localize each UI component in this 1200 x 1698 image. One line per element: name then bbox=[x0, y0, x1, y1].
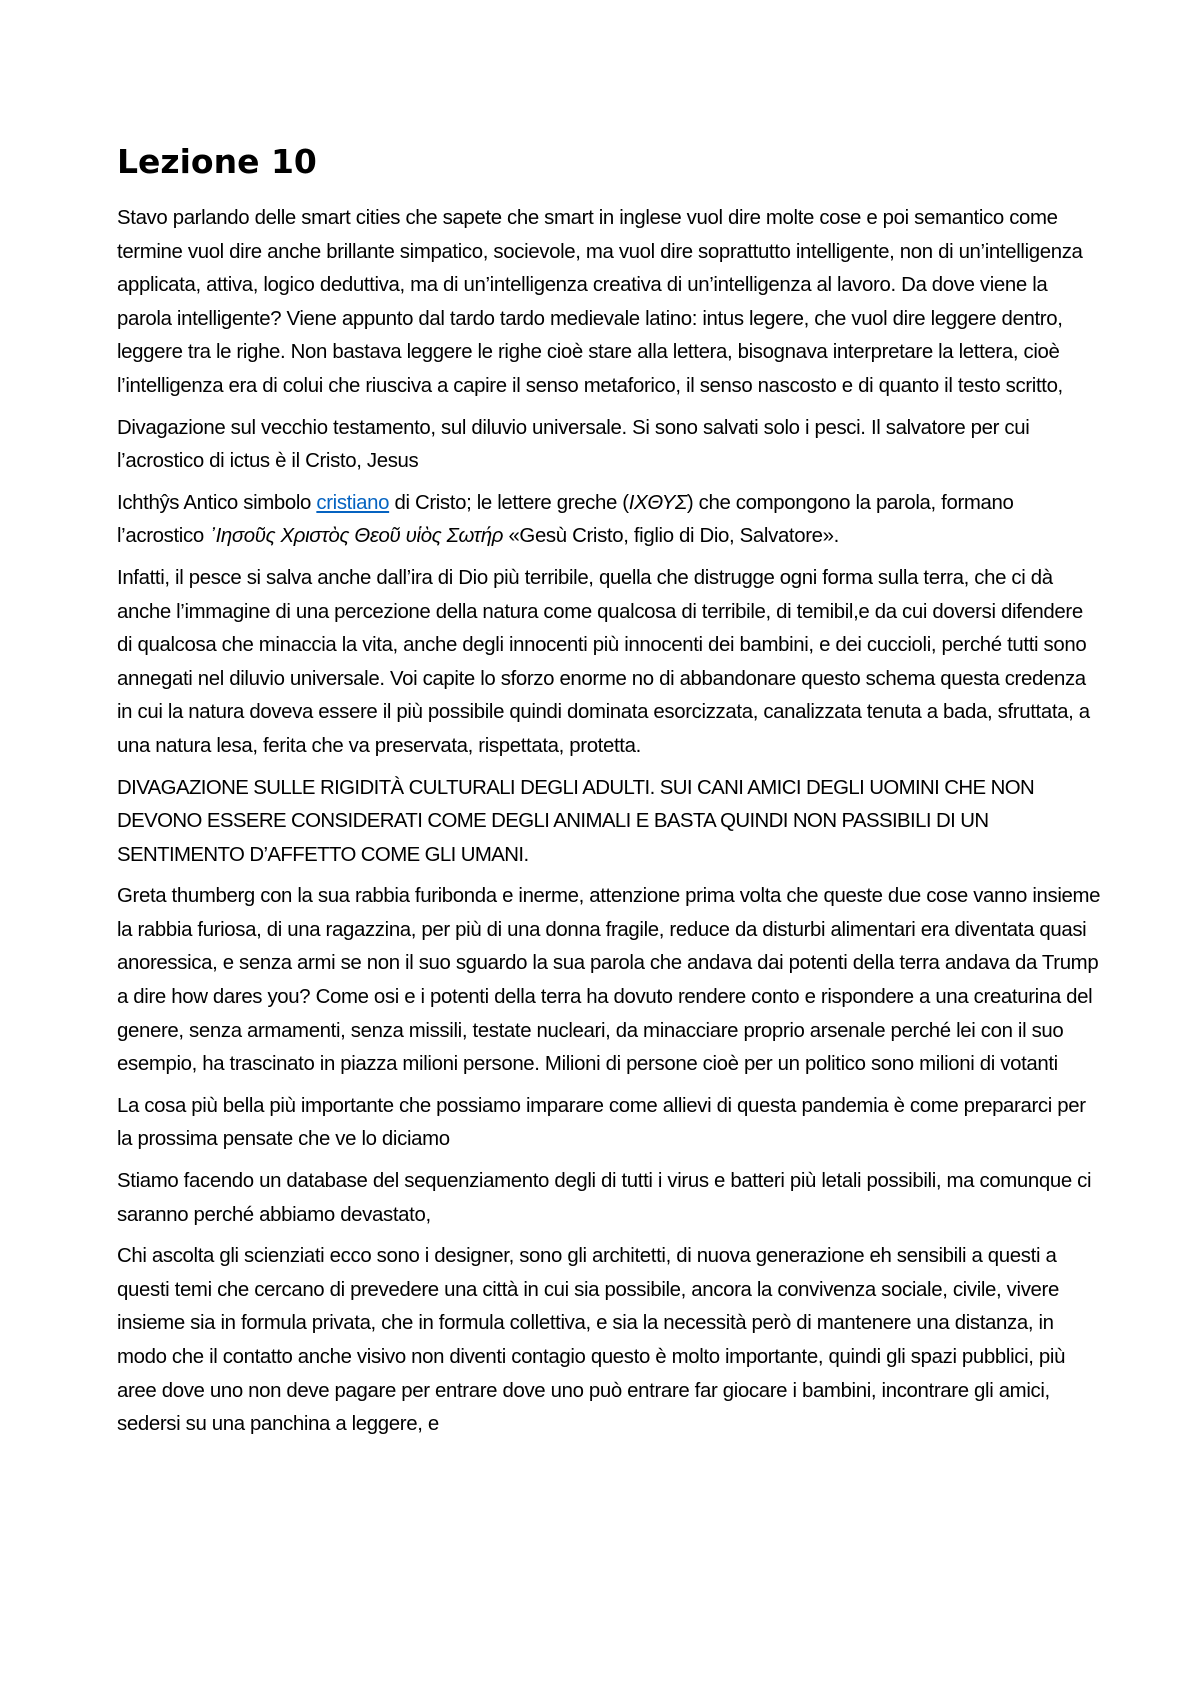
paragraph-database-virus: Stiamo facendo un database del sequenziamento degli di tutti i virus e batteri più letali possibili, ma comunque ci saranno perché abbiamo devastato, bbox=[117, 1170, 1092, 1226]
document-title: Lezione 10 bbox=[117, 142, 317, 181]
paragraph-divagazione-adulti: DIVAGAZIONE SULLE RIGIDITÀ CULTURALI DEGLI ADULTI. SUI CANI AMICI DEGLI UOMINI CHE NON DEVONO ESSERE CONSIDERATI COME DEGLI ANIMALI E BASTA QUINDI NON PASSIBILI DI UN SENTIMENTO D’AFFETTO COME GLI UMANI. bbox=[117, 776, 1035, 866]
paragraph-smart-cities: Stavo parlando delle smart cities che sapete che smart in inglese vuol dire molte cose e poi semantico come termine vuol dire anche brillante simpatico, socievole, ma vuol dire soprattutto intelligente, non di un’intelligenza applicata, attiva, logico deduttiva, ma di un’intelligenza creativa di un’intelligenza al lavoro. Da dove viene la parola intelligente? Viene appunto dal tardo tardo medievale latino: intus legere, che vuol dire leggere dentro, leggere tra le righe. Non bastava leggere le righe cioè stare alla lettera, bisognava interpretare la lettera, cioè l’intelligenza era di colui che riusciva a capire il senso metaforico, il senso nascosto e di quanto il testo scritto, bbox=[117, 207, 1083, 397]
paragraph-pandemia: La cosa più bella più importante che possiamo imparare come allievi di questa pandemia è come prepararci per la prossima pensate che ve lo diciamo bbox=[117, 1094, 1086, 1151]
cristiano-link[interactable]: cristiano bbox=[316, 491, 390, 514]
ichthys-middle-text: di Cristo; le lettere greche ( bbox=[389, 491, 629, 514]
greek-letters: ΙΧΘΥΣ bbox=[628, 491, 687, 514]
document-body bbox=[117, 202, 1102, 1450]
paragraph-greta-thunberg: Greta thumberg con la sua rabbia furibonda e inerme, attenzione prima volta che queste due cose vanno insieme la rabbia furiosa, di una ragazzina, per più di una donna fragile, reduce da disturbi alimentari era diventata quasi anoressica, e senza armi se non il suo sguardo la sua parola che andava dai potenti della terra andava da Trump a dire how dares you? Come osi e i potenti della terra ha dovuto rendere conto e rispondere a una creaturina del genere, senza armamenti, senza missili, testate nucleari, da minacciare proprio arsenale perché lei con il suo esempio, ha trascinato in piazza milioni persone. Milioni di persone cioè per un politico sono milioni di votanti bbox=[117, 885, 1101, 1076]
paragraph-divagazione-testamento: Divagazione sul vecchio testamento, sul diluvio universale. Si sono salvati solo i pesci. Il salvatore per cui l’acrostico di ictus è il Cristo, Jesus bbox=[117, 416, 1030, 473]
paragraph-ichthys bbox=[117, 487, 1102, 554]
paragraph-scienziati-designer: Chi ascolta gli scienziati ecco sono i designer, sono gli architetti, di nuova generazione eh sensibili a questi a questi temi che cercano di prevedere una città in cui sia possibile, ancora la convivenza sociale, civile, vivere insieme sia in formula privata, che in formula collettiva, e sia la necessità però di mantenere una distanza, in modo che il contatto anche visivo non diventi contagio questo è molto importante, quindi gli spazi pubblici, più aree dove uno non deve pagare per entrare dove uno può entrare far giocare i bambini, incontrare gli amici, sedersi su una panchina a leggere, e bbox=[117, 1245, 1066, 1436]
greek-phrase: ᾿Ιησοῦς Χριστὸς Θεοῦ υἱὸς Σωτήρ bbox=[209, 525, 504, 548]
paragraph-pesce-diluvio: Infatti, il pesce si salva anche dall’ira di Dio più terribile, quella che distrugge ogni forma sulla terra, che ci dà anche l’immagine di una percezione della natura come qualcosa di terribile, di temibil,e da cui doversi difendere di qualcosa che minaccia la vita, anche degli innocenti più innocenti dei bambini, e dei cuccioli, perché tutti sono annegati nel diluvio universale. Voi capite lo sforzo enorme no di abbandonare questo schema questa credenza in cui la natura doveva essere il più possibile quindi dominata esorcizzata, canalizzata tenuta a bada, sfruttata, a una natura lesa, ferita che va preservata, rispettata, protetta. bbox=[117, 566, 1090, 757]
ichthys-translation: «Gesù Cristo, figlio di Dio, Salvatore». bbox=[503, 525, 839, 548]
ichthys-intro-text: Ichthŷs Antico simbolo bbox=[117, 491, 317, 514]
ichthys-acrostic-text: ) che compongono la parola, formano l’acrostico bbox=[117, 491, 1014, 548]
